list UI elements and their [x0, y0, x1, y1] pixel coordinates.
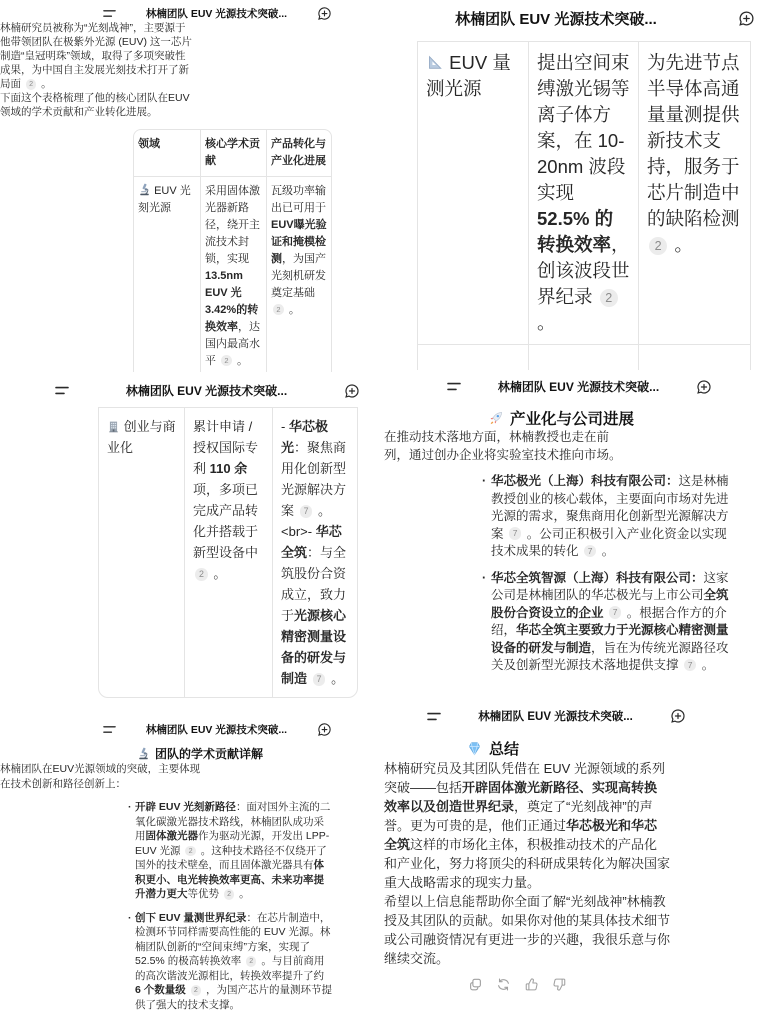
section-heading-label: 产业化与公司进展 [510, 411, 635, 428]
list-item: · 华芯极光（上海）科技有限公司：这是林楠教授创业的核心载体，主要面向市场对先进光源的需求，聚焦商用化创新型光源解决方案 7 。公司正积极引入产业化资金以实现技术成果的转化 7 。 [481, 473, 734, 561]
table-cell-domain [99, 408, 184, 697]
citation-badge[interactable]: 2 [224, 889, 234, 899]
screenshot-panel-top-right [384, 0, 768, 370]
chat-header [447, 378, 712, 395]
table-header-domain: 领域 [134, 130, 200, 177]
table-cell-contribution: 采用固体激光器新路径，绕开主流技术封锁，实现 13.5nm EUV 光 3.42%的转换效率，达国内最高水平 2 。 [200, 177, 266, 372]
bold-text: 华芯极光 [281, 419, 328, 455]
thumbs-up-icon[interactable] [524, 977, 539, 992]
table-header-contribution: 核心学术贡献 [200, 130, 266, 177]
table-cell-next-row [528, 344, 638, 370]
section-heading-label: 团队的学术贡献详解 [155, 747, 264, 761]
section-heading-summary [466, 738, 768, 759]
menu-icon[interactable] [447, 381, 461, 392]
citation-badge[interactable]: 2 [246, 956, 256, 966]
citation-badge[interactable]: 2 [221, 355, 232, 366]
new-chat-icon[interactable] [317, 722, 332, 737]
section-intro: 在推动技术落地方面，林楠教授也走在前列，通过创办企业将实验室技术推向市场。 [384, 430, 622, 462]
table-cell-patents: 累计申请 / 授权国际专利 110 余项，多项已完成产品转化并搭载于新型设备中 2 。 [184, 408, 272, 697]
domain-label: EUV 量测光源 [426, 52, 511, 99]
chat-header [103, 722, 332, 737]
section-heading-academic [137, 745, 384, 762]
chat-header [103, 6, 332, 21]
bold-text: 开辟固体激光新路径、实现高转换效率以及创造世界纪录 [384, 780, 658, 814]
bold-text: 华芯极光（上海）科技有限公司： [491, 474, 679, 488]
chat-title: 林楠团队 EUV 光源技术突破... [455, 11, 657, 28]
new-chat-icon[interactable] [317, 6, 332, 21]
bold-text: 52.5% 的转换效率 [537, 208, 614, 255]
thumbs-down-icon[interactable] [552, 977, 567, 992]
new-chat-icon[interactable] [344, 383, 360, 399]
citation-badge[interactable]: 7 [313, 673, 326, 686]
citation-badge[interactable]: 2 [600, 289, 618, 307]
bold-text: 华芯极光和华芯全筑 [384, 818, 658, 852]
regenerate-icon[interactable] [496, 977, 511, 992]
bold-text: 华芯全筑智源（上海）科技有限公司： [491, 570, 704, 585]
menu-icon[interactable] [427, 711, 441, 722]
screenshot-panel-middle-right [384, 370, 768, 700]
table-cell-next-row [418, 344, 528, 370]
screenshot-panel-middle-left [0, 372, 384, 712]
section-intro: 林楠团队在EUV光源领域的突破，主要体现在技术创新和路径创新上： [0, 763, 201, 790]
bold-text: 6 个数量级 [135, 984, 186, 996]
chat-header [427, 708, 686, 724]
microscope-icon [138, 183, 151, 196]
bold-text: EUV曝光验证和掩模检测 [271, 219, 327, 265]
table-cell-domain [134, 177, 200, 372]
screenshot-panel-bottom-left [0, 712, 384, 1025]
bold-text: 固体激光器 [145, 830, 198, 842]
bold-text: 110 余 [209, 461, 248, 476]
bold-text: 13.5nm EUV 光 3.42%的转换效率 [205, 270, 259, 333]
summary-paragraph: 林楠研究员及其团队凭借在 EUV 光源领域的系列突破——包括开辟固体激光新路径、实现高转换效率以及创造世界纪录，奠定了“光刻战神”的声誉。更为可贵的是，他们正通过华芯极光和华芯全筑这样的市场化主体，积极推动技术的产品化和产业化，努力将顶尖的科研成果转化为解决国家重大战略需求的现实力量。 [384, 761, 671, 890]
office-building-icon [107, 420, 120, 433]
table-cell-next-row [638, 344, 750, 370]
table-cell-progress: 为先进节点半导体高通量量测提供新技术支持，服务于芯片制造中的缺陷检测 2 。 [638, 42, 750, 344]
triangle-ruler-icon [426, 54, 444, 71]
chat-header [414, 8, 698, 29]
domain-label: EUV 光刻光源 [138, 185, 191, 214]
new-chat-icon[interactable] [670, 708, 686, 724]
menu-icon[interactable] [103, 724, 116, 735]
euv-metrology-table [417, 41, 751, 370]
table-cell-companies: - 华芯极光：聚焦商用化创新型光源解决方案 7 。<br>- 华芯全筑：与全筑股份合资成立，致力于光源核心精密测量设备的研发与制造 7 。 [272, 408, 357, 697]
bold-text: 光源核心精密测量设备的研发与制造 [281, 608, 347, 686]
citation-badge[interactable]: 2 [185, 846, 195, 856]
citation-badge[interactable]: 2 [26, 79, 36, 89]
citation-badge[interactable]: 7 [509, 527, 521, 539]
bold-text: 创下 EUV 量测世界纪录 [135, 911, 247, 924]
commercialization-table [98, 407, 358, 698]
citation-badge[interactable]: 7 [684, 659, 696, 671]
menu-icon[interactable] [55, 385, 69, 396]
citation-badge[interactable]: 2 [195, 568, 208, 581]
chat-title: 林楠团队 EUV 光源技术突破... [125, 384, 288, 398]
company-list [481, 473, 734, 675]
section-heading-label: 总结 [489, 741, 520, 758]
gem-icon [466, 741, 483, 756]
screenshot-panel-bottom-right [384, 700, 768, 1025]
bold-text: 华芯全筑 [281, 524, 342, 560]
microscope-icon [137, 747, 150, 760]
achievement-list [127, 800, 332, 1012]
bold-text: 华芯全筑主要致力于光源核心精密测量设备的研发与制造 [491, 623, 729, 655]
table-cell-contribution: 提出空间束缚激光锡等离子体方案，在 10-20nm 波段实现 52.5% 的转换效率，创该波段世界纪录 2 。 [528, 42, 638, 344]
new-chat-icon[interactable] [738, 10, 755, 27]
chat-title: 林楠团队 EUV 光源技术突破... [145, 724, 288, 736]
table-header-progress: 产品转化与产业化进展 [266, 130, 331, 177]
citation-badge[interactable]: 2 [191, 985, 201, 995]
citation-badge[interactable]: 7 [300, 505, 313, 518]
section-heading-industrialization [488, 407, 768, 429]
menu-icon[interactable] [103, 8, 116, 19]
list-item: · 开辟 EUV 光刻新路径：面对国外主流的二氧化碳激光器技术路线，林楠团队成功采用固体激光器作为驱动光源，开发出 LPP-EUV 光源 2 。这种技术路径不仅绕开了国外的技术壁垒，而且固体激光器具有体积更小、电光转换效率更高、未来功率提升潜力更大等优势 2 。 [127, 800, 332, 902]
citation-badge[interactable]: 2 [649, 237, 667, 255]
copy-icon[interactable] [468, 977, 483, 992]
euv-contributions-table [133, 129, 332, 372]
chat-title: 林楠团队 EUV 光源技术突破... [478, 711, 633, 723]
citation-badge[interactable]: 2 [273, 304, 284, 315]
domain-label: 创业与商业化 [107, 419, 176, 455]
message-action-bar [468, 977, 768, 992]
chat-title: 林楠团队 EUV 光源技术突破... [145, 8, 288, 20]
intro-paragraph: 林楠研究员被称为“光刻战神”，主要源于他带领团队在极紫外光源 (EUV) 这一芯片制造“皇冠明珠”领域，取得了多项突破性成果，为中国自主发展光刻技术打开了新局面 2 。 [0, 22, 192, 90]
list-item: · 创下 EUV 量测世界纪录：在芯片制造中，检测环节同样需要高性能的 EUV 光源。林楠团队创新的“空间束缚”方案，实现了 52.5% 的极高转换效率 2 。与目前商用的高次谐波光源相比，转换效率提升了约 6 个数量级 2 ，为国产芯片的量测环节提供了强大的技术支撑。 [127, 911, 332, 1013]
citation-badge[interactable]: 7 [584, 545, 596, 557]
bold-text: 开辟 EUV 光刻新路径 [135, 801, 236, 813]
list-item: · 华芯全筑智源（上海）科技有限公司：这家公司是林楠团队的华芯极光与上市公司全筑股份合资设立的企业 7 。根据合作方的介绍，华芯全筑主要致力于光源核心精密测量设备的研发与制造，旨在为传统光源路径攻关及创新型光源技术落地提供支撑 7 。 [481, 570, 734, 675]
table-cell-domain [418, 42, 528, 344]
rocket-icon [488, 410, 504, 426]
chat-header [55, 382, 360, 399]
table-lead-paragraph: 下面这个表格梳理了他的核心团队在EUV领域的学术贡献和产业转化进展。 [0, 92, 190, 118]
bold-text: 全筑股份合资设立的企业 [491, 588, 729, 620]
chat-title: 林楠团队 EUV 光源技术突破... [497, 380, 660, 394]
closing-paragraph: 希望以上信息能帮助你全面了解“光刻战神”林楠教授及其团队的贡献。如果你对他的某具体技术细节或公司融资情况有更进一步的兴趣，我很乐意与你继续交流。 [384, 894, 671, 966]
table-cell-progress: 瓦级功率输出已可用于 EUV曝光验证和掩模检测，为国产光刻机研发奠定基础 2 。 [266, 177, 331, 372]
new-chat-icon[interactable] [696, 379, 712, 395]
screenshot-panel-top-left [0, 0, 384, 372]
bold-text: 体积更小、电光转换效率更高、未来功率提升潜力更大 [135, 859, 324, 900]
citation-badge[interactable]: 7 [609, 606, 621, 618]
